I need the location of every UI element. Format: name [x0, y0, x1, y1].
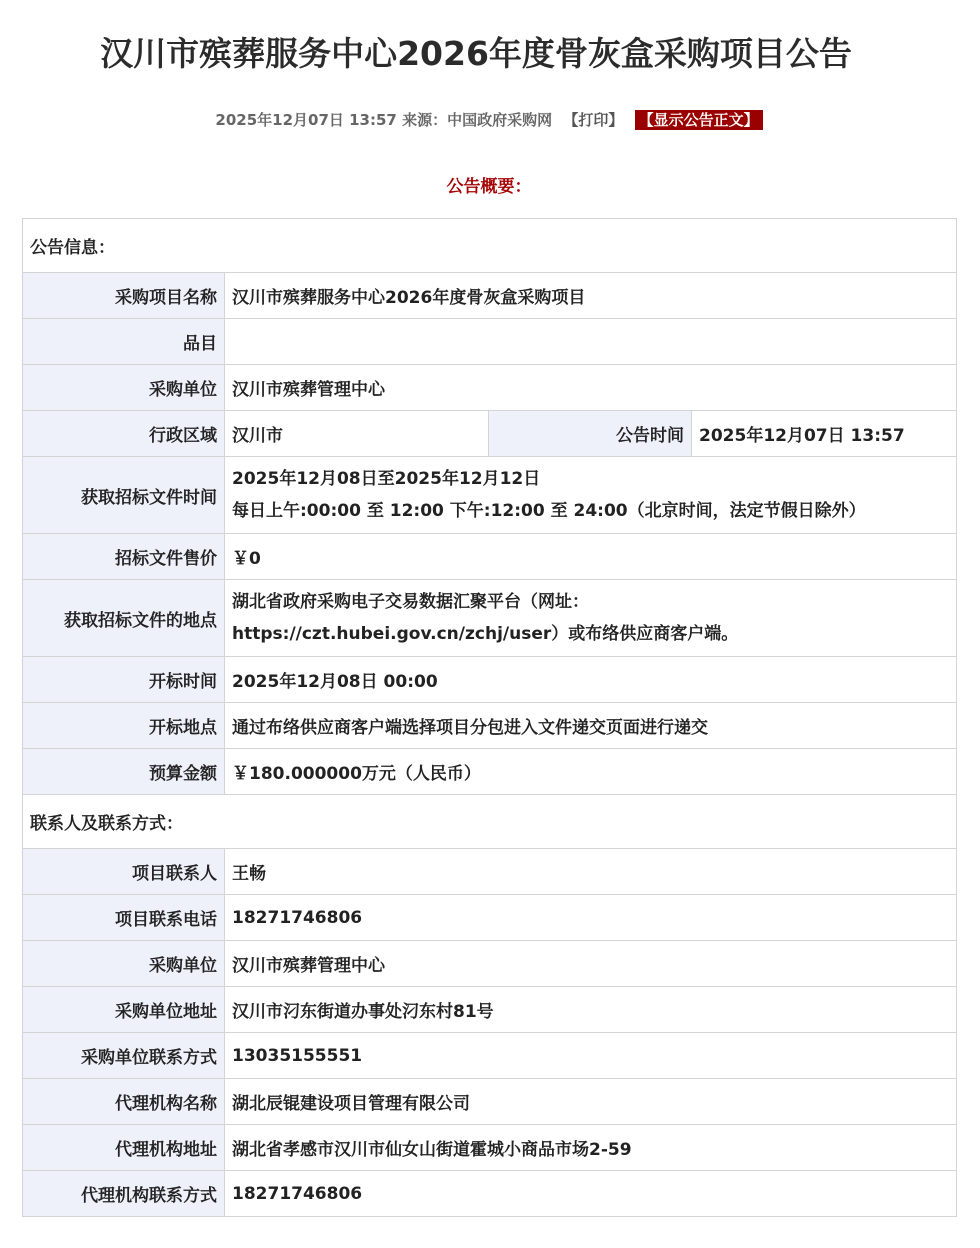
open-time-value: 2025年12月08日 00:00 [225, 657, 957, 703]
contact-purchaser-label: 采购单位 [23, 941, 225, 987]
budget-label: 预算金额 [23, 749, 225, 795]
table-row [23, 1033, 957, 1079]
purchaser-address-value: 汉川市汈东街道办事处汈东村81号 [225, 987, 957, 1033]
budget-value: ￥180.000000万元（人民币） [225, 749, 957, 795]
purchaser-contact-value: 13035155551 [225, 1033, 957, 1079]
table-row [23, 941, 957, 987]
doc-time-daily-hours: 每日上午:00:00 至 12:00 下午:12:00 至 24:00（北京时间，法定节假日除外） [232, 501, 866, 521]
contact-phone-value: 18271746806 [225, 895, 957, 941]
open-place-value: 通过布络供应商客户端选择项目分包进入文件递交页面进行递交 [225, 703, 957, 749]
table-row [23, 319, 957, 365]
table-row [23, 534, 957, 580]
table-row [23, 795, 957, 849]
agency-address-label: 代理机构地址 [23, 1125, 225, 1171]
table-row [23, 365, 957, 411]
page-title: 汉川市殡葬服务中心2026年度骨灰盒采购项目公告 [100, 34, 852, 73]
show-full-text-button[interactable]: 【显示公告正文】 [635, 110, 763, 130]
purchaser-value: 汉川市殡葬管理中心 [225, 365, 957, 411]
meta-line [0, 109, 978, 130]
table-row [23, 1125, 957, 1171]
contact-person-value: 王畅 [225, 849, 957, 895]
table-row [23, 987, 957, 1033]
purchaser-address-label: 采购单位地址 [23, 987, 225, 1033]
contacts-heading: 联系人及联系方式： [23, 795, 957, 849]
table-row [23, 457, 957, 534]
open-time-label: 开标时间 [23, 657, 225, 703]
agency-contact-label: 代理机构联系方式 [23, 1171, 225, 1217]
purchaser-contact-label: 采购单位联系方式 [23, 1033, 225, 1079]
table-row [23, 657, 957, 703]
item-label: 品目 [23, 319, 225, 365]
doc-place-value [225, 580, 957, 657]
item-value [225, 319, 957, 365]
agency-name-label: 代理机构名称 [23, 1079, 225, 1125]
table-row [23, 849, 957, 895]
purchaser-label: 采购单位 [23, 365, 225, 411]
table-row [23, 703, 957, 749]
table-row [23, 219, 957, 273]
announce-time-value: 2025年12月07日 13:57 [692, 411, 957, 457]
doc-time-date-range: 2025年12月08日至2025年12月12日 [232, 469, 541, 489]
notice-summary-table [22, 218, 957, 1217]
table-row [23, 895, 957, 941]
doc-time-value [225, 457, 957, 534]
summary-heading: 公告概要： [446, 177, 532, 197]
region-value: 汉川市 [225, 411, 489, 457]
table-row [23, 1079, 957, 1125]
table-row [23, 273, 957, 319]
notice-info-heading: 公告信息： [23, 219, 957, 273]
table-row [23, 411, 957, 457]
doc-time-label: 获取招标文件时间 [23, 457, 225, 534]
doc-place-url-line: https://czt.hubei.gov.cn/zchj/user）或布络供应商客户端。 [232, 624, 739, 644]
doc-price-value: ￥0 [225, 534, 957, 580]
project-name-label: 采购项目名称 [23, 273, 225, 319]
agency-name-value: 湖北辰锟建设项目管理有限公司 [225, 1079, 957, 1125]
agency-contact-value: 18271746806 [225, 1171, 957, 1217]
region-label: 行政区域 [23, 411, 225, 457]
contact-person-label: 项目联系人 [23, 849, 225, 895]
doc-price-label: 招标文件售价 [23, 534, 225, 580]
agency-address-value: 湖北省孝感市汉川市仙女山街道霍城小商品市场2-59 [225, 1125, 957, 1171]
contact-purchaser-value: 汉川市殡葬管理中心 [225, 941, 957, 987]
table-row [23, 1171, 957, 1217]
doc-place-line: 湖北省政府采购电子交易数据汇聚平台（网址： [232, 592, 589, 612]
project-name-value: 汉川市殡葬服务中心2026年度骨灰盒采购项目 [225, 273, 957, 319]
contact-phone-label: 项目联系电话 [23, 895, 225, 941]
open-place-label: 开标地点 [23, 703, 225, 749]
doc-place-label: 获取招标文件的地点 [23, 580, 225, 657]
announce-time-label: 公告时间 [489, 411, 692, 457]
table-row [23, 580, 957, 657]
table-row [23, 749, 957, 795]
publish-info: 2025年12月07日 13:57 来源：中国政府采购网 [215, 111, 553, 129]
print-link[interactable]: 【打印】 [563, 111, 624, 129]
